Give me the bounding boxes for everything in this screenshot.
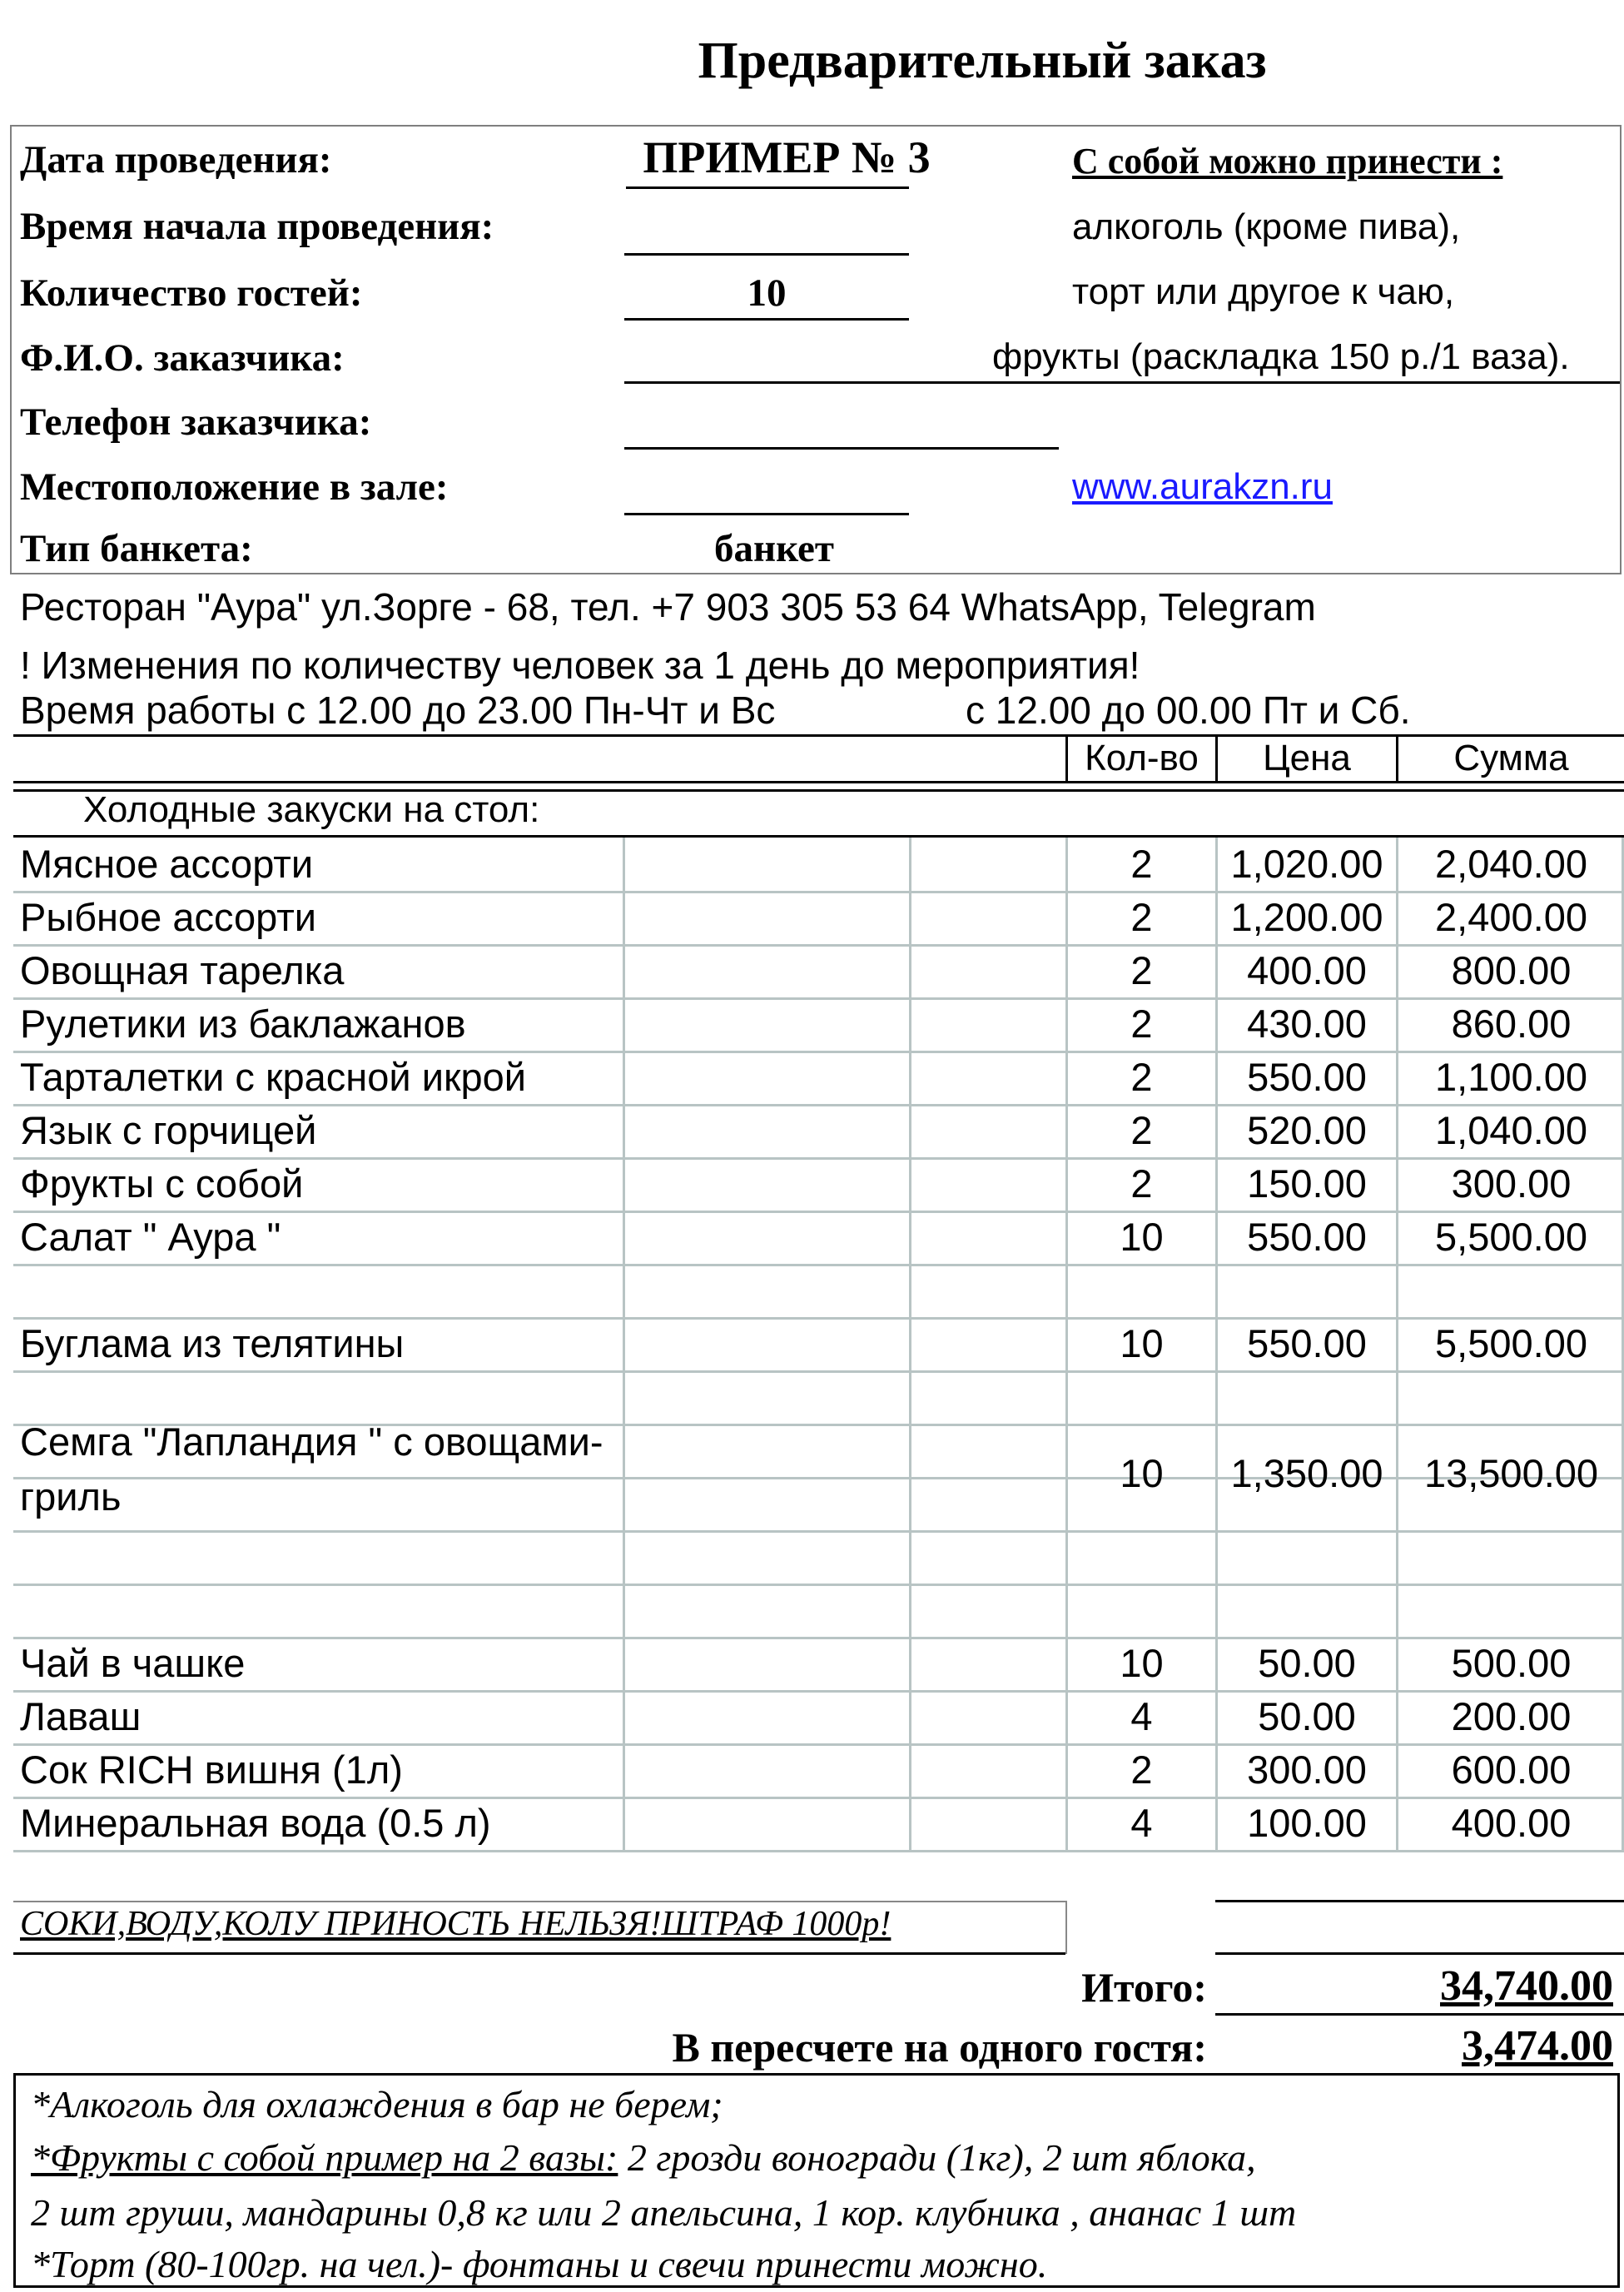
menu-item-qty[interactable]: 2 (1130, 1055, 1153, 1099)
menu-item-sum: 13,500.00 (1423, 1451, 1599, 1495)
menu-item-name: Салат " Аура " (20, 1215, 281, 1259)
column-header-qty: Кол-во (1085, 738, 1199, 778)
guests-underline (624, 318, 909, 321)
menu-item-name-cont: гриль (20, 1474, 122, 1519)
menu-item-sum: 1,040.00 (1435, 1108, 1587, 1152)
table-row-divider (13, 1690, 1624, 1693)
menu-item-sum: 600.00 (1451, 1748, 1572, 1792)
table-column-divider (623, 838, 625, 1850)
table-row-divider (13, 1211, 1624, 1213)
footer-note-cake: *Торт (80-100гр. на чел.)- фонтаны и свечи принести можно. (31, 2243, 1048, 2285)
total-label: Итого: (1081, 1964, 1207, 2011)
menu-item-qty[interactable]: 2 (1130, 895, 1153, 939)
phone-label: Телефон заказчика: (20, 400, 372, 444)
table-row-divider (13, 997, 1624, 1000)
per-guest-label: В пересчете на одного гостя: (672, 2024, 1207, 2071)
menu-item-name: Мясное ассорти (20, 842, 314, 886)
menu-item-sum: 2,040.00 (1435, 842, 1587, 886)
menu-item-qty[interactable]: 2 (1130, 1108, 1153, 1152)
website-link[interactable]: www.aurakzn.ru (1072, 466, 1333, 507)
menu-item-qty[interactable]: 10 (1120, 1451, 1164, 1495)
guests-value[interactable]: 10 (747, 271, 787, 315)
table-row-divider (13, 1264, 1624, 1266)
customer-label: Ф.И.О. заказчика: (20, 336, 345, 380)
menu-item-qty[interactable]: 2 (1130, 1002, 1153, 1046)
table-top-border (13, 734, 1624, 737)
menu-item-price: 1,200.00 (1230, 895, 1383, 939)
menu-item-price: 430.00 (1247, 1002, 1367, 1046)
time-underline (624, 253, 909, 256)
location-underline (624, 513, 909, 515)
menu-item-name: Рулетики из баклажанов (20, 1002, 466, 1046)
table-row-divider (13, 1850, 1624, 1852)
menu-item-qty[interactable]: 2 (1130, 1748, 1153, 1792)
menu-item-qty[interactable]: 10 (1120, 1321, 1164, 1365)
table-row-divider (13, 1530, 1624, 1533)
totals-line (1215, 1900, 1624, 1902)
table-header-border (13, 781, 1624, 783)
table-row-divider (13, 1157, 1624, 1160)
footer-note-fruits-detail: 2 грозди воногради (1кг), 2 шт яблока, (618, 2136, 1256, 2179)
totals-line (1215, 2013, 1624, 2016)
footer-note-fruits-cont: 2 шт груши, мандарины 0,8 кг или 2 апельсина, 1 кор. клубника , ананас 1 шт (31, 2191, 1297, 2234)
menu-item-name: Буглама из телятины (20, 1321, 405, 1365)
menu-item-sum: 1,100.00 (1435, 1055, 1587, 1099)
location-label: Местоположение в зале: (20, 465, 449, 509)
menu-item-name: Язык с горчицей (20, 1108, 317, 1152)
footer-note-fruits (31, 2135, 1256, 2180)
bring-item: фрукты (раскладка 150 р./1 ваза). (992, 336, 1570, 377)
total-value: 34,740.00 (1440, 1962, 1613, 2010)
column-header-sum: Сумма (1453, 738, 1569, 778)
menu-item-price: 50.00 (1258, 1641, 1356, 1685)
footer-note-fruits-heading: *Фрукты с собой пример на 2 вазы: (31, 2136, 618, 2179)
bring-item: торт или другое к чаю, (1072, 271, 1455, 312)
menu-item-sum: 300.00 (1451, 1161, 1572, 1206)
drinks-warning: СОКИ,ВОДУ,КОЛУ ПРИНОСТЬ НЕЛЬЗЯ!ШТРАФ 1000р! (20, 1905, 891, 1943)
menu-item-qty[interactable]: 10 (1120, 1641, 1164, 1685)
menu-item-sum: 2,400.00 (1435, 895, 1587, 939)
table-row-divider (13, 944, 1624, 947)
menu-item-name: Сок RICH вишня (1л) (20, 1748, 403, 1792)
menu-item-price: 520.00 (1247, 1108, 1367, 1152)
menu-item-price: 150.00 (1247, 1161, 1367, 1206)
menu-item-qty[interactable]: 10 (1120, 1215, 1164, 1259)
menu-item-qty[interactable]: 4 (1130, 1694, 1153, 1738)
table-column-divider (909, 838, 911, 1850)
menu-item-name: Лаваш (20, 1694, 142, 1738)
banquet-type-value: банкет (714, 527, 834, 570)
date-label: Дата проведения: (20, 138, 332, 181)
menu-item-price: 550.00 (1247, 1321, 1367, 1365)
menu-item-price: 50.00 (1258, 1694, 1356, 1738)
menu-item-price: 300.00 (1247, 1748, 1367, 1792)
table-row-divider (13, 1104, 1624, 1106)
menu-item-qty[interactable]: 4 (1130, 1801, 1153, 1845)
customer-underline (624, 381, 1620, 384)
column-header-price: Цена (1263, 738, 1351, 778)
per-guest-value: 3,474.00 (1462, 2022, 1613, 2070)
menu-item-name: Тарталетки с красной икрой (20, 1055, 527, 1099)
table-row-divider (13, 1637, 1624, 1639)
section-title: Холодные закуски на стол: (83, 789, 540, 830)
menu-item-price: 1,020.00 (1230, 842, 1383, 886)
menu-item-sum: 400.00 (1451, 1801, 1572, 1845)
guests-label: Количество гостей: (20, 271, 363, 315)
menu-item-name: Рыбное ассорти (20, 895, 317, 939)
menu-item-name: Минеральная вода (0.5 л) (20, 1801, 491, 1845)
table-row-divider (13, 891, 1624, 893)
restaurant-address: Ресторан "Аура" ул.Зорге - 68, тел. +7 903 305 53 64 WhatsApp, Telegram (20, 585, 1316, 629)
bring-item: алкоголь (кроме пива), (1072, 206, 1461, 247)
menu-item-sum: 860.00 (1451, 1002, 1572, 1046)
bring-heading: С собой можно принести : (1072, 141, 1503, 181)
warning-right-border (1065, 1901, 1067, 1954)
footer-note-alcohol: *Алкоголь для охлаждения в бар не берем; (31, 2083, 723, 2125)
table-row-divider (13, 1051, 1624, 1053)
warning-top-border (13, 1901, 1065, 1902)
menu-item-sum: 5,500.00 (1435, 1321, 1587, 1365)
warning-bottom-border (13, 1952, 1065, 1955)
date-underline (626, 186, 909, 189)
menu-item-price: 550.00 (1247, 1055, 1367, 1099)
table-row-divider (13, 1743, 1624, 1746)
table-row-divider (13, 1370, 1624, 1373)
menu-item-name: Овощная тарелка (20, 948, 345, 992)
menu-item-qty[interactable]: 2 (1130, 1161, 1153, 1206)
menu-item-price: 400.00 (1247, 948, 1367, 992)
totals-line (1215, 1952, 1624, 1955)
table-row-divider (13, 1317, 1624, 1320)
menu-item-qty[interactable]: 2 (1130, 948, 1153, 992)
date-value: ПРИМЕР № 3 (643, 132, 931, 182)
menu-item-sum: 5,500.00 (1435, 1215, 1587, 1259)
menu-item-sum: 200.00 (1451, 1694, 1572, 1738)
menu-item-name: Чай в чашке (20, 1641, 246, 1685)
menu-item-price: 100.00 (1247, 1801, 1367, 1845)
footer-notes-box (13, 2073, 1620, 2288)
menu-item-qty[interactable]: 2 (1130, 842, 1153, 886)
table-row-divider (13, 1797, 1624, 1799)
menu-item-price: 550.00 (1247, 1215, 1367, 1259)
hours-weekend: с 12.00 до 00.00 Пт и Сб. (966, 689, 1411, 732)
menu-item-name: Семга "Лапландия " с овощами- (20, 1419, 603, 1464)
time-label: Время начала проведения: (20, 205, 494, 248)
menu-item-sum: 800.00 (1451, 948, 1572, 992)
menu-item-name: Фрукты с собой (20, 1161, 304, 1206)
hours-weekdays: Время работы с 12.00 до 23.00 Пн-Чт и Вс (20, 689, 776, 732)
section-underline (13, 835, 1624, 838)
banquet-type-label: Тип банкета: (20, 527, 253, 570)
phone-underline (624, 447, 1059, 450)
table-row-divider (13, 1584, 1624, 1586)
menu-item-price: 1,350.00 (1230, 1451, 1383, 1495)
menu-item-sum: 500.00 (1451, 1641, 1572, 1685)
changes-note: ! Изменения по количеству человек за 1 день до мероприятия! (20, 644, 1140, 687)
document-title: Предварительный заказ (698, 32, 1267, 89)
